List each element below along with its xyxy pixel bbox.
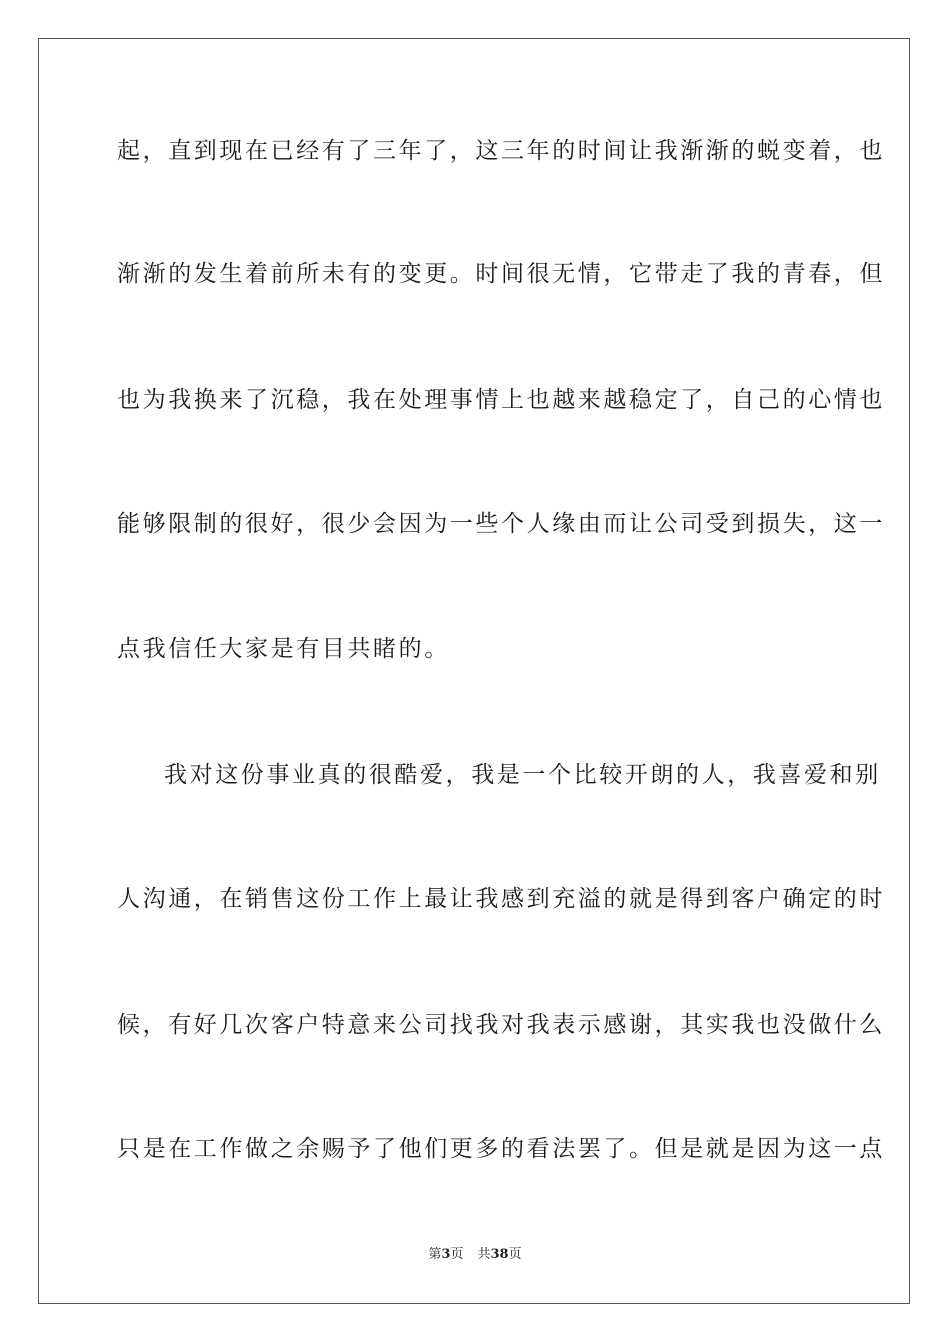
page-prefix: 第 — [428, 1247, 442, 1262]
total-prefix: 共 — [477, 1247, 491, 1262]
text-line: 也为我换来了沉稳，我在处理事情上也越来越稳定了，自己的心情也 — [117, 387, 885, 413]
page-suffix: 页 — [450, 1247, 464, 1262]
paragraph-first-line: 我对这份事业真的很酷爱，我是一个比较开朗的人，我喜爱和别 — [164, 762, 881, 788]
total-pages: 38 — [490, 1247, 509, 1262]
text-line: 渐渐的发生着前所未有的变更。时间很无情，它带走了我的青春，但 — [117, 261, 885, 287]
text-line: 只是在工作做之余赐予了他们更多的看法罢了。但是就是因为这一点 — [117, 1136, 885, 1162]
page-footer — [0, 1246, 950, 1264]
text-line: 人沟通，在销售这份工作上最让我感到充溢的就是得到客户确定的时 — [117, 886, 885, 912]
text-line: 能够限制的很好，很少会因为一些个人缘由而让公司受到损失，这一 — [117, 511, 885, 537]
page-border — [38, 38, 910, 1304]
total-suffix: 页 — [508, 1247, 522, 1262]
page-number: 3 — [441, 1247, 451, 1262]
text-line: 点我信任大家是有目共睹的。 — [117, 636, 450, 662]
text-line: 候，有好几次客户特意来公司找我对我表示感谢，其实我也没做什么 — [117, 1012, 885, 1038]
text-line: 起，直到现在已经有了三年了，这三年的时间让我渐渐的蜕变着，也 — [117, 138, 885, 164]
